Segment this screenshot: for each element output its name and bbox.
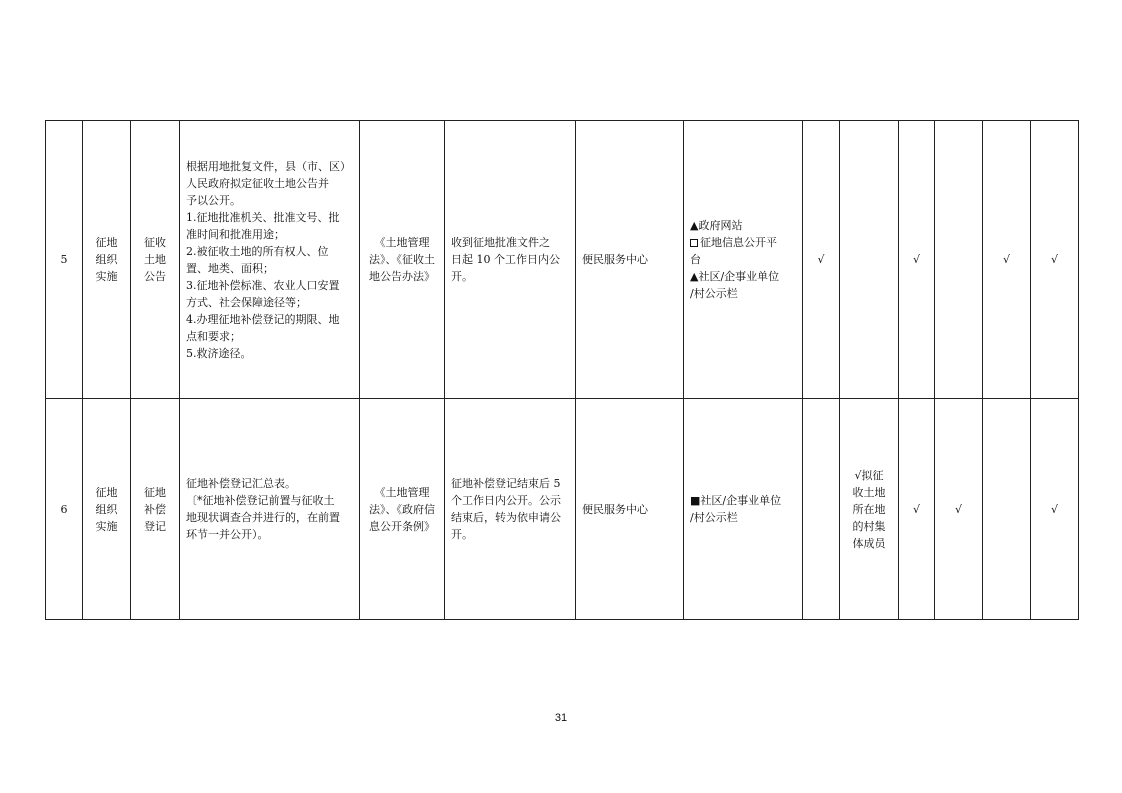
check-cell: √ (935, 399, 983, 620)
content-line: 4.办理征地补偿登记的期限、地 (186, 312, 340, 326)
hollow-square-marker-icon (690, 239, 698, 247)
item-cell (131, 121, 180, 399)
item-line: 公告 (144, 270, 166, 283)
basis-cell (360, 121, 445, 399)
check-cell (935, 121, 983, 399)
basis-line: 法》、《征收土 (369, 253, 435, 266)
channel-text: 政府网站 (698, 219, 743, 232)
category-line: 组织 (95, 253, 118, 266)
filled-square-marker-icon: ■ (690, 494, 701, 507)
channel-line (690, 217, 796, 234)
channel-cell (684, 121, 803, 399)
subject-cell: 便民服务中心 (576, 121, 684, 399)
check-cell: √ (983, 121, 1031, 399)
time-limit-line: 个工作日内公开。公示 (451, 494, 561, 507)
item-line: 土地 (144, 253, 166, 266)
check-cell: √ (1031, 399, 1079, 620)
content-line: 方式、社会保障途径等； (186, 295, 307, 309)
channel-line (690, 268, 796, 285)
row-number: 5 (46, 121, 83, 399)
note-line: 所在地 (852, 502, 886, 516)
table-row (46, 121, 1079, 399)
table-row (46, 399, 1079, 620)
time-limit-line: 收到征地批准文件之 (451, 236, 550, 249)
time-limit-line: 征地补偿登记结束后 5 (451, 477, 561, 490)
category-line: 实施 (95, 270, 118, 283)
channel-line (690, 492, 796, 509)
triangle-marker-icon: ▲ (690, 270, 699, 283)
item-line: 补偿 (144, 502, 166, 516)
channel-text: 台 (690, 253, 701, 266)
content-line: 置、地类、面积； (186, 261, 274, 275)
subject-cell: 便民服务中心 (576, 399, 684, 620)
content-line: 〔*征地补偿登记前置与征收土 (186, 494, 335, 507)
item-line: 征地 (144, 485, 166, 499)
check-cell (840, 121, 899, 399)
note-line: 体成员 (852, 536, 886, 550)
channel-text: 社区/企事业单位 (700, 494, 782, 507)
note-line: √拟征 (854, 468, 884, 482)
note-line: 收土地 (852, 485, 886, 499)
basis-line: 《土地管理 (374, 485, 430, 499)
content-line: 人民政府拟定征收土地公告并 (186, 176, 329, 190)
check-cell: √ (803, 121, 840, 399)
category-cell (83, 121, 131, 399)
content-cell (180, 121, 360, 399)
time-limit-line: 结束后，转为依申请公 (451, 511, 561, 524)
content-line: 3.征地补偿标准、农业人口安置 (186, 278, 340, 292)
check-cell: √ (899, 121, 935, 399)
channel-cell (684, 399, 803, 620)
content-line: 环节一并公开）。 (186, 528, 269, 541)
content-line: 5.救济途径。 (186, 346, 252, 360)
row-number: 6 (46, 399, 83, 620)
time-limit-cell (445, 121, 576, 399)
content-line: 根据用地批复文件，县（市、区） (186, 159, 351, 173)
triangle-marker-icon: ▲ (690, 219, 699, 232)
category-line: 实施 (95, 519, 118, 533)
content-line: 2.被征收土地的所有权人、位 (186, 244, 329, 258)
item-line: 登记 (144, 519, 166, 533)
disclosure-table (45, 120, 1079, 620)
content-line: 征地补偿登记汇总表。 (186, 477, 296, 490)
channel-text: 社区/企事业单位 (698, 270, 780, 283)
content-line: 地现状调查合并进行的，在前置 (186, 511, 340, 524)
time-limit-line: 日起 10 个工作日内公 (451, 253, 560, 266)
category-cell (83, 399, 131, 620)
category-line: 征地 (95, 236, 118, 249)
item-cell (131, 399, 180, 620)
content-line: 准时间和批准用途； (186, 227, 285, 241)
check-cell (983, 399, 1031, 620)
content-line: 予以公开。 (186, 193, 241, 207)
time-limit-cell (445, 399, 576, 620)
check-note-cell (840, 399, 899, 620)
basis-line: 地公告办法》 (369, 270, 435, 283)
category-line: 征地 (95, 485, 118, 499)
channel-text: /村公示栏 (690, 287, 738, 300)
category-line: 组织 (95, 502, 118, 516)
basis-cell (360, 399, 445, 620)
note-line: 的村集 (852, 519, 886, 533)
check-cell: √ (899, 399, 935, 620)
channel-line (690, 234, 796, 251)
content-line: 点和要求； (186, 329, 241, 343)
check-cell: √ (1031, 121, 1079, 399)
basis-line: 息公开条例》 (369, 519, 435, 533)
channel-text: /村公示栏 (690, 511, 738, 524)
item-line: 征收 (144, 236, 166, 249)
time-limit-line: 开。 (451, 528, 473, 541)
content-cell (180, 399, 360, 620)
channel-text: 征地信息公开平 (700, 236, 777, 249)
check-cell (803, 399, 840, 620)
basis-line: 《土地管理 (374, 236, 430, 249)
content-line: 1.征地批准机关、批准文号、批 (186, 210, 340, 224)
page-number: 31 (554, 712, 568, 724)
time-limit-line: 开。 (451, 270, 473, 283)
basis-line: 法》、《政府信 (369, 502, 435, 516)
